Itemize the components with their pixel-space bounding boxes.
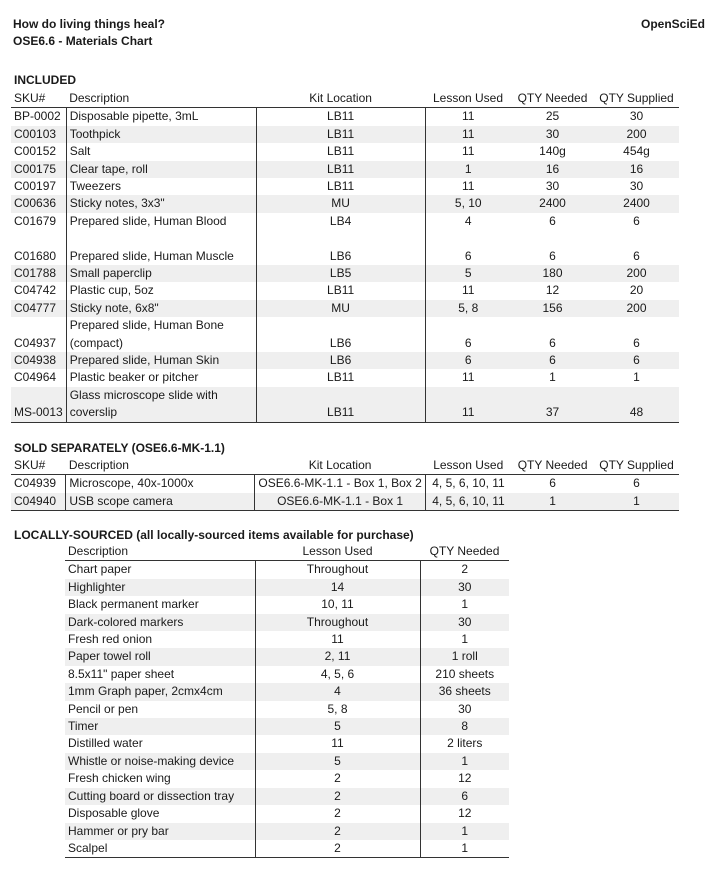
qty-needed-cell: 1 [420, 840, 509, 858]
sku-cell: C04937 [14, 335, 57, 350]
description-cell: Plastic beaker or pitcher [66, 369, 256, 386]
description-cell: Distilled water [68, 736, 143, 751]
qty-supplied-cell: 20 [629, 283, 644, 298]
lesson-used-cell: 5 [255, 753, 420, 770]
lesson-used-cell: 11 [255, 735, 420, 752]
description-cell: Sticky note, 6x8" [66, 300, 256, 317]
description-cell: Clear tape, roll [66, 161, 256, 178]
col-header-qty-needed: QTY Needed [511, 90, 594, 108]
kit-location-cell: LB11 [256, 126, 425, 143]
qty-supplied-cell: 1 [594, 493, 679, 511]
table-row [65, 823, 509, 840]
sku-cell: C04742 [14, 283, 57, 298]
description-cell: Disposable glove [68, 806, 160, 821]
qty-supplied-cell: 200 [594, 265, 679, 282]
qty-needed-cell: 1 [511, 493, 594, 511]
table-row [11, 143, 679, 160]
table-row [11, 126, 679, 143]
qty-supplied-cell: 6 [633, 213, 640, 228]
sold-separately-table-body [11, 475, 679, 511]
table-row [65, 631, 509, 648]
sku-cell: C01679 [14, 213, 57, 228]
lesson-used-cell: 4 [255, 683, 420, 700]
qty-supplied-cell: 6 [633, 248, 640, 263]
kit-location-cell: LB4 [256, 213, 425, 230]
lesson-used-cell: 11 [425, 387, 511, 422]
qty-needed-cell: 12 [545, 283, 560, 298]
qty-needed-cell: 156 [511, 300, 594, 317]
table-row [11, 195, 679, 212]
sold-separately-section-title: SOLD SEPARATELY (OSE6.6-MK-1.1) [14, 441, 225, 455]
lesson-used-cell: 5, 8 [425, 300, 511, 317]
table-row [65, 579, 509, 596]
col-header-qty-supplied: QTY Supplied [594, 90, 679, 108]
description-cell: Cutting board or dissection tray [65, 788, 255, 805]
description-cell: Fresh chicken wing [68, 771, 171, 786]
kit-location-cell: LB11 [256, 387, 425, 422]
table-row [11, 282, 679, 299]
lesson-used-cell: 11 [425, 143, 511, 160]
description-cell: Toothpick [66, 126, 256, 143]
spacer-row [11, 230, 679, 247]
table-row [65, 718, 509, 735]
qty-needed-cell: 6 [549, 248, 556, 263]
table-row [65, 561, 509, 579]
qty-supplied-cell: 454g [623, 144, 650, 159]
sku-cell: C00636 [11, 195, 66, 212]
table-row [11, 493, 679, 511]
table-row [65, 648, 509, 665]
sku-cell: C04777 [11, 300, 66, 317]
qty-needed-cell: 30 [420, 701, 509, 718]
col-header-description: Description [66, 457, 255, 475]
table-row [11, 178, 679, 195]
col-header-kit-location: Kit Location [255, 457, 425, 475]
qty-needed-cell: 30 [511, 126, 594, 143]
lesson-used-cell: 5 [255, 718, 420, 735]
lesson-used-cell: 2, 11 [255, 648, 420, 665]
included-table-body [11, 108, 679, 422]
lesson-used-cell: 11 [425, 108, 511, 126]
kit-location-cell: LB11 [256, 178, 425, 195]
document-header [13, 16, 165, 50]
col-header-qty-needed: QTY Needed [511, 457, 594, 475]
description-cell: Prepared slide, Human Bone (compact) [66, 317, 256, 352]
col-header-description: Description [66, 90, 256, 108]
description-cell: Dark-colored markers [65, 614, 255, 631]
col-header-lesson-used: Lesson Used [425, 90, 511, 108]
lesson-used-cell: 11 [255, 631, 420, 648]
qty-supplied-cell: 200 [594, 126, 679, 143]
brand-name: OpenSciEd [640, 17, 705, 31]
sku-cell: C00152 [14, 144, 57, 159]
lesson-used-cell: 2 [255, 788, 420, 805]
qty-needed-cell: 1 roll [420, 648, 509, 665]
description-cell: Salt [66, 143, 256, 160]
table-row [11, 265, 679, 282]
table-row [11, 213, 679, 230]
table-row [65, 805, 509, 822]
qty-supplied-cell: 16 [594, 161, 679, 178]
sold-separately-header-row [11, 457, 679, 475]
kit-location-cell: LB11 [256, 282, 425, 299]
kit-location-cell: LB6 [256, 248, 425, 265]
qty-needed-cell: 30 [420, 614, 509, 631]
lesson-used-cell: 11 [425, 282, 511, 299]
lesson-used-cell: 6 [425, 317, 511, 352]
lesson-used-cell: 4, 5, 6 [255, 666, 420, 683]
description-cell: Tweezers [66, 178, 256, 195]
included-table [11, 90, 679, 423]
lesson-used-cell: Throughout [255, 561, 420, 579]
qty-needed-cell: 30 [420, 579, 509, 596]
kit-location-cell: LB6 [256, 317, 425, 352]
lesson-used-cell: 1 [425, 161, 511, 178]
table-row [11, 387, 679, 422]
sku-cell: C04940 [11, 493, 66, 511]
sku-cell: C04964 [14, 370, 57, 385]
qty-needed-cell: 2 [420, 561, 509, 579]
lesson-used-cell: 5 [425, 265, 511, 282]
col-header-sku: SKU# [11, 90, 66, 108]
lesson-used-cell: 6 [425, 352, 511, 369]
description-cell: Small paperclip [66, 265, 256, 282]
qty-needed-cell: 6 [511, 352, 594, 369]
col-header-lesson-used: Lesson Used [425, 457, 511, 475]
description-cell: Hammer or pry bar [65, 823, 255, 840]
table-row [11, 248, 679, 265]
kit-location-cell: OSE6.6-MK-1.1 - Box 1, Box 2 [255, 475, 425, 493]
table-row [11, 475, 679, 493]
qty-supplied-cell: 30 [629, 109, 644, 124]
table-row [65, 788, 509, 805]
lesson-used-cell: 11 [425, 126, 511, 143]
qty-needed-cell: 1 [420, 753, 509, 770]
kit-location-cell: LB11 [256, 161, 425, 178]
table-row [11, 161, 679, 178]
qty-supplied-cell: 200 [594, 300, 679, 317]
qty-needed-cell: 2400 [511, 195, 594, 212]
lesson-used-cell: Throughout [255, 614, 420, 631]
sku-cell: C04939 [14, 476, 57, 491]
qty-needed-cell: 2 liters [420, 735, 509, 752]
lesson-used-cell: 6 [425, 248, 511, 265]
description-cell: Chart paper [68, 562, 132, 577]
qty-supplied-cell: 1 [633, 370, 640, 385]
qty-needed-cell: 1 [549, 370, 556, 385]
locally-sourced-table [65, 543, 509, 858]
qty-needed-cell: 6 [549, 476, 556, 491]
sku-cell: C00175 [11, 161, 66, 178]
description-cell: Pencil or pen [68, 701, 139, 716]
table-row [65, 840, 509, 858]
description-cell: Prepared slide, Human Skin [66, 352, 256, 369]
table-row [65, 735, 509, 752]
lesson-used-cell: 4, 5, 6, 10, 11 [425, 493, 511, 511]
kit-location-cell: MU [256, 195, 425, 212]
qty-needed-cell: 1 [420, 631, 509, 648]
qty-supplied-cell: 6 [594, 352, 679, 369]
qty-needed-cell: 37 [511, 387, 594, 422]
table-row [65, 770, 509, 787]
sku-cell: C00103 [11, 126, 66, 143]
description-cell: Timer [65, 718, 255, 735]
qty-needed-cell: 16 [511, 161, 594, 178]
qty-supplied-cell: 2400 [594, 195, 679, 212]
table-row [65, 596, 509, 613]
table-row [65, 683, 509, 700]
sku-cell: C04938 [11, 352, 66, 369]
qty-needed-cell: 36 sheets [420, 683, 509, 700]
qty-needed-cell: 6 [420, 788, 509, 805]
description-cell: Glass microscope slide with coverslip [66, 387, 256, 422]
lesson-used-cell: 2 [255, 823, 420, 840]
table-row [11, 317, 679, 352]
lesson-used-cell: 5, 10 [425, 195, 511, 212]
sold-separately-table [11, 457, 679, 511]
qty-needed-cell: 1 [420, 823, 509, 840]
col-header-qty-needed: QTY Needed [420, 543, 509, 561]
description-cell: Plastic cup, 5oz [66, 282, 256, 299]
description-cell: Disposable pipette, 3mL [66, 108, 256, 126]
table-row [11, 300, 679, 317]
qty-needed-cell: 210 sheets [420, 666, 509, 683]
qty-needed-cell: 140g [539, 144, 566, 159]
sku-cell: C01680 [14, 248, 57, 263]
locally-sourced-section-title: LOCALLY-SOURCED (all locally-sourced items available for purchase) [14, 528, 414, 542]
lesson-used-cell: 2 [255, 805, 420, 822]
qty-needed-cell: 12 [420, 770, 509, 787]
table-row [11, 369, 679, 386]
lesson-used-cell: 14 [255, 579, 420, 596]
description-cell: 8.5x11" paper sheet [68, 666, 175, 681]
col-header-qty-supplied: QTY Supplied [594, 457, 679, 475]
kit-location-cell: LB11 [256, 369, 425, 386]
qty-needed-cell: 6 [549, 335, 556, 350]
description-cell: Fresh red onion [68, 632, 153, 647]
qty-needed-cell: 12 [420, 805, 509, 822]
table-row [65, 614, 509, 631]
table-row [65, 753, 509, 770]
table-row [11, 352, 679, 369]
description-cell: Microscope, 40x-1000x [66, 475, 255, 493]
description-cell: 1mm Graph paper, 2cmx4cm [65, 683, 255, 700]
lesson-used-cell: 4 [425, 213, 511, 230]
description-cell: Sticky notes, 3x3" [66, 195, 256, 212]
sku-cell: C00197 [14, 179, 57, 194]
document-title: How do living things heal? [13, 17, 165, 31]
kit-location-cell: LB11 [256, 143, 425, 160]
qty-needed-cell: 25 [545, 109, 560, 124]
qty-supplied-cell: 30 [629, 179, 644, 194]
table-row [65, 701, 509, 718]
qty-supplied-cell: 48 [594, 387, 679, 422]
qty-needed-cell: 180 [511, 265, 594, 282]
kit-location-cell: LB11 [256, 108, 425, 126]
description-cell: Prepared slide, Human Blood [66, 213, 256, 230]
description-cell: Whistle or noise-making device [65, 753, 255, 770]
lesson-used-cell: 5, 8 [255, 701, 420, 718]
col-header-lesson-used: Lesson Used [255, 543, 420, 561]
qty-needed-cell: 1 [420, 596, 509, 613]
table-row [65, 666, 509, 683]
included-section-title: INCLUDED [14, 73, 76, 87]
lesson-used-cell: 2 [255, 840, 420, 858]
sku-cell: MS-0013 [11, 387, 66, 422]
qty-needed-cell: 6 [549, 213, 556, 228]
qty-needed-cell: 30 [545, 179, 560, 194]
lesson-used-cell: 11 [425, 369, 511, 386]
col-header-description: Description [65, 543, 255, 561]
description-cell: Prepared slide, Human Muscle [66, 248, 256, 265]
sku-cell: C01788 [11, 265, 66, 282]
document-subtitle: OSE6.6 - Materials Chart [13, 34, 153, 48]
kit-location-cell: LB6 [256, 352, 425, 369]
lesson-used-cell: 4, 5, 6, 10, 11 [425, 475, 511, 493]
lesson-used-cell: 2 [255, 770, 420, 787]
qty-supplied-cell: 6 [633, 476, 640, 491]
description-cell: USB scope camera [66, 493, 255, 511]
lesson-used-cell: 10, 11 [255, 596, 420, 613]
description-cell: Paper towel roll [65, 648, 255, 665]
lesson-used-cell: 11 [425, 178, 511, 195]
qty-supplied-cell: 6 [633, 335, 640, 350]
kit-location-cell: LB5 [256, 265, 425, 282]
description-cell: Highlighter [65, 579, 255, 596]
col-header-sku: SKU# [11, 457, 66, 475]
sku-cell: BP-0002 [14, 109, 61, 124]
description-cell: Scalpel [65, 840, 255, 858]
kit-location-cell: OSE6.6-MK-1.1 - Box 1 [255, 493, 425, 511]
description-cell: Black permanent marker [68, 597, 199, 612]
locally-sourced-table-body [65, 561, 509, 858]
table-row [11, 108, 679, 126]
col-header-kit-location: Kit Location [256, 90, 425, 108]
locally-sourced-header-row [65, 543, 509, 561]
kit-location-cell: MU [256, 300, 425, 317]
included-header-row [11, 90, 679, 108]
qty-needed-cell: 8 [420, 718, 509, 735]
